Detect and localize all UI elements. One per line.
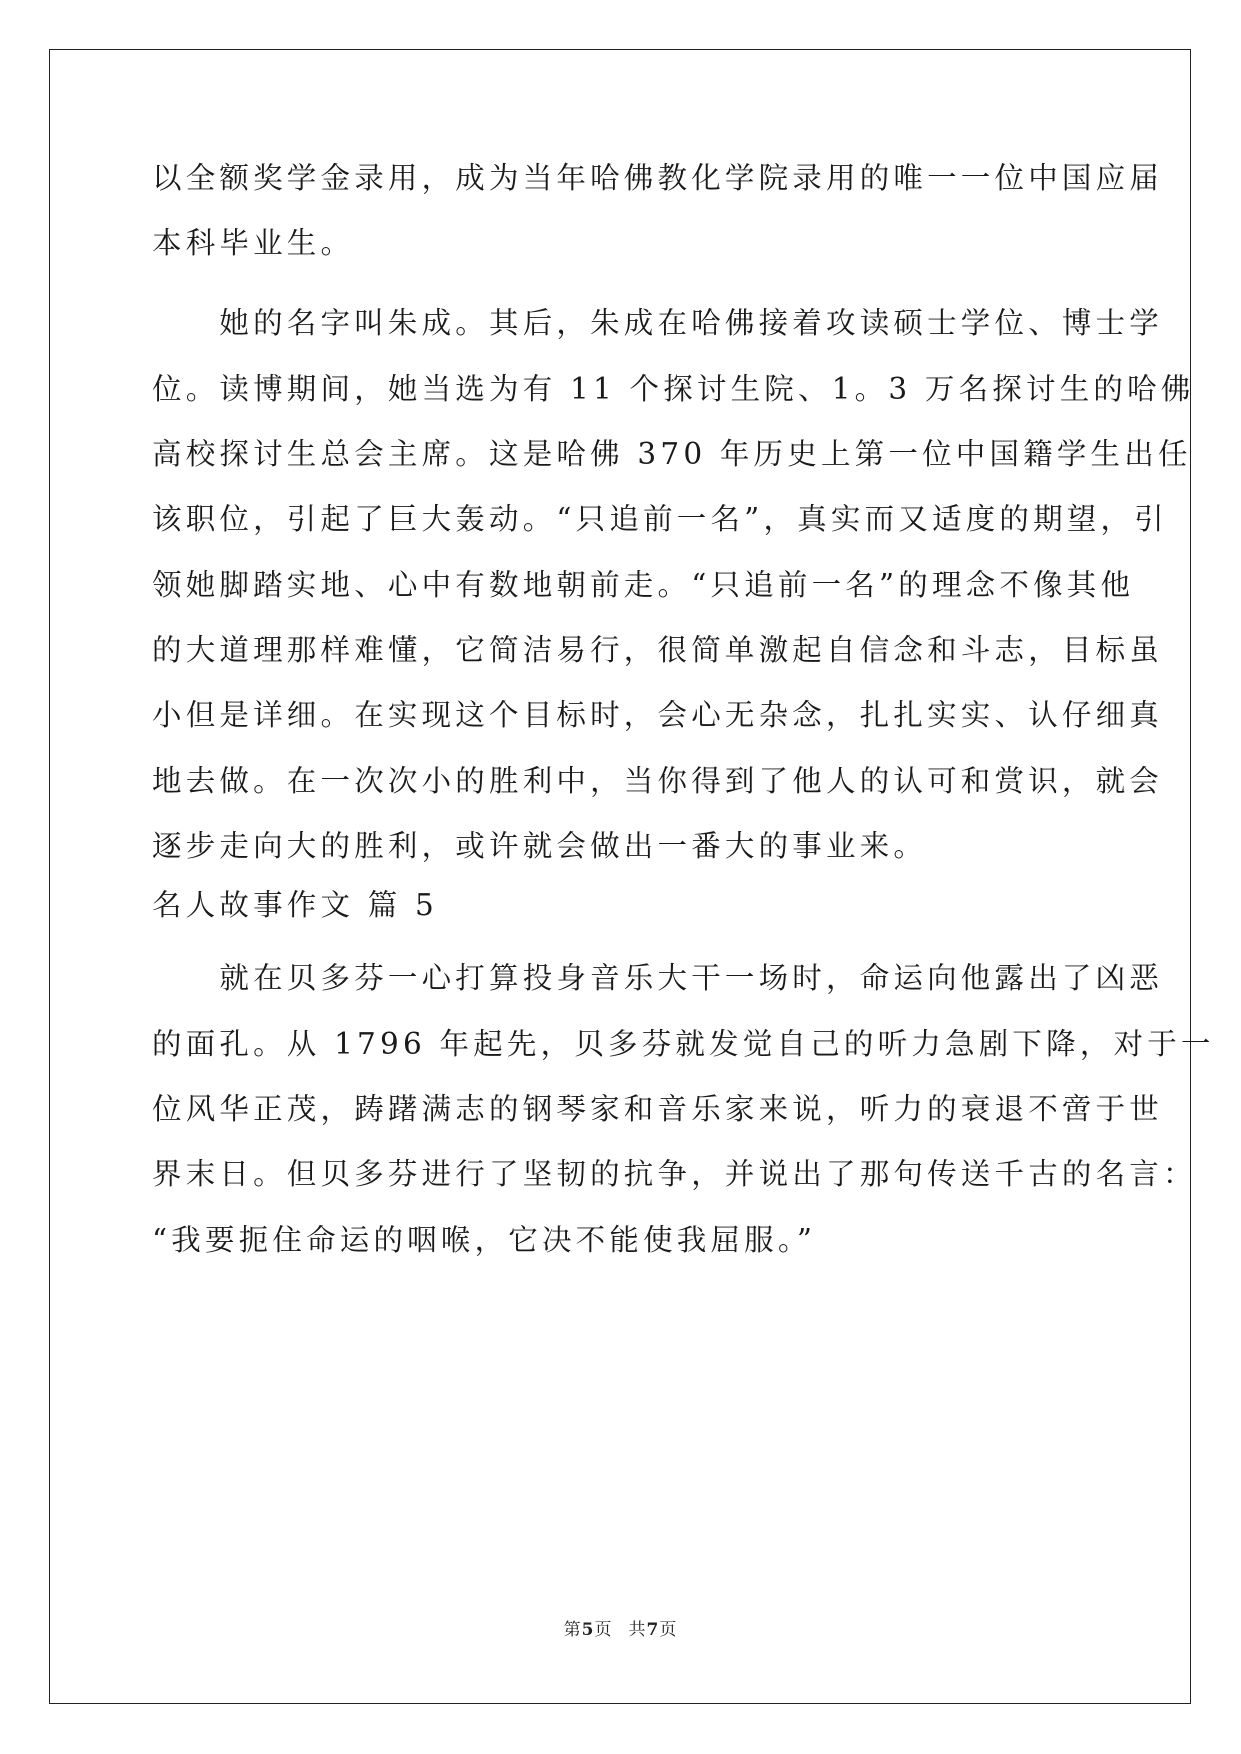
text-line: 小但是详细。在实现这个目标时，会心无杂念，扎扎实实、认仔细真 [152, 698, 1164, 732]
page-mid: 页 [594, 1620, 613, 1640]
section-heading: 名人故事作文 篇 5 [152, 888, 439, 922]
page-total: 7 [646, 1620, 660, 1640]
text-line: 的面孔。从 1796 年起先，贝多芬就发觉自己的听力急剧下降，对于一 [152, 1027, 1215, 1061]
text-line: 她的名字叫朱成。其后，朱成在哈佛接着攻读硕士学位、博士学 [152, 306, 1164, 340]
page-current: 5 [581, 1620, 595, 1640]
page-total-prefix: 共 [628, 1620, 647, 1640]
text-line: 本科毕业生。 [152, 226, 355, 260]
text-line: 的大道理那样难懂，它简洁易行，很简单激起自信念和斗志，目标虽 [152, 633, 1164, 667]
text-line: 位风华正茂，踌躇满志的钢琴家和音乐家来说，听力的衰退不啻于世 [152, 1092, 1164, 1126]
text-line: 地去做。在一次次小的胜利中，当你得到了他人的认可和赏识，就会 [152, 764, 1164, 798]
page-footer [0, 1615, 1241, 1640]
page-border [49, 49, 1191, 1704]
text-line: 领她脚踏实地、心中有数地朝前走。“只追前一名”的理念不像其他 [152, 568, 1135, 602]
page-suffix: 页 [659, 1620, 678, 1640]
text-line: 位。读博期间，她当选为有 11 个探讨生院、1。3 万名探讨生的哈佛 [152, 372, 1195, 406]
text-line: 逐步走向大的胜利，或许就会做出一番大的事业来。 [152, 829, 928, 863]
text-line: 以全额奖学金录用，成为当年哈佛教化学院录用的唯一一位中国应届 [152, 161, 1164, 195]
text-line: 就在贝多芬一心打算投身音乐大干一场时，命运向他露出了凶恶 [152, 961, 1164, 995]
text-line: 界末日。但贝多芬进行了坚韧的抗争，并说出了那句传送千古的名言： [152, 1157, 1197, 1191]
page-prefix: 第 [563, 1620, 582, 1640]
text-line: 该职位，引起了巨大轰动。“只追前一名”，真实而又适度的期望，引 [152, 502, 1168, 536]
text-line: “我要扼住命运的咽喉，它决不能使我屈服。” [152, 1223, 817, 1257]
text-line: 高校探讨生总会主席。这是哈佛 370 年历史上第一位中国籍学生出任 [152, 437, 1192, 471]
